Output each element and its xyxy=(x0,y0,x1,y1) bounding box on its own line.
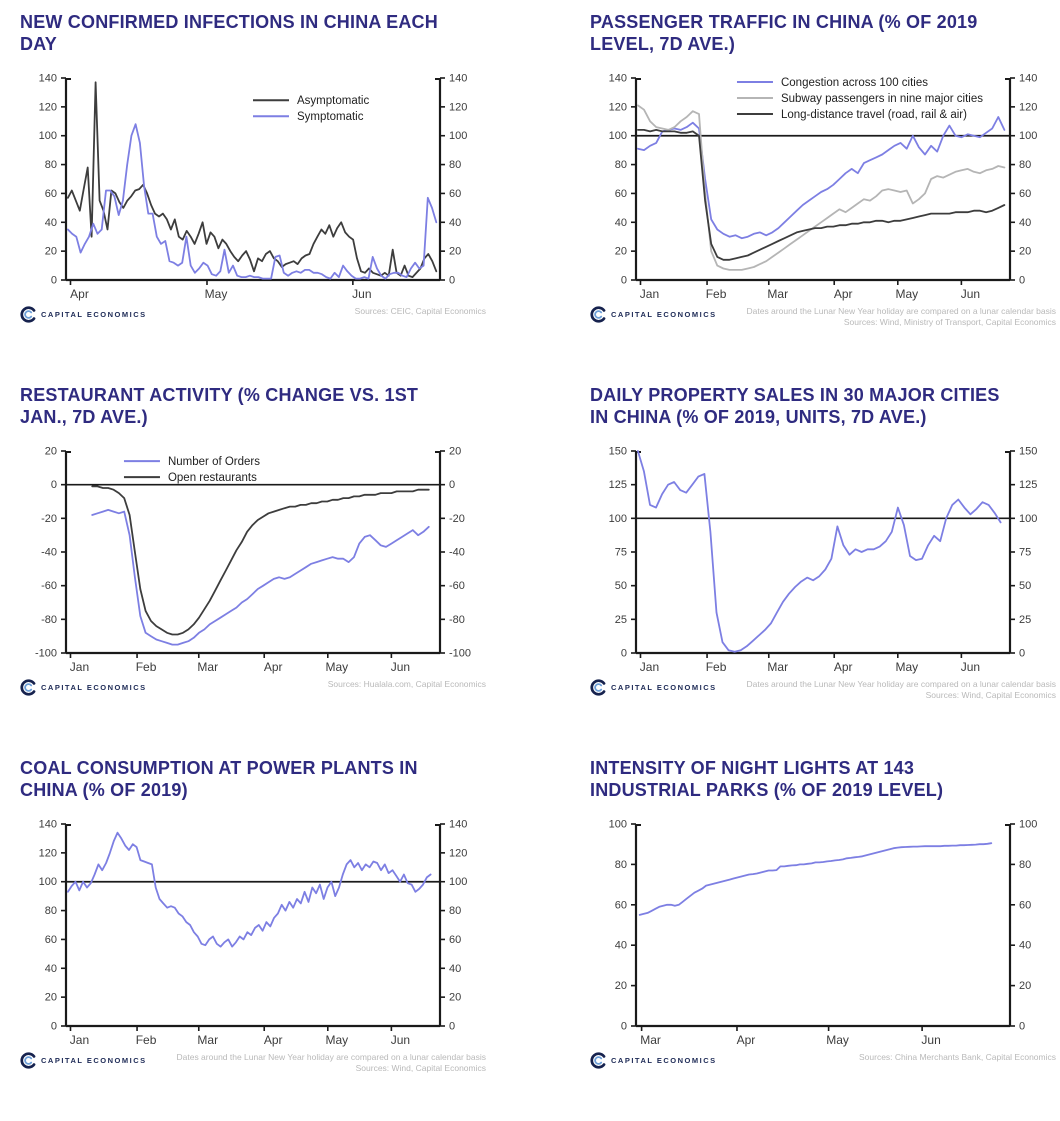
y-tick-label-right: 0 xyxy=(1019,274,1026,287)
y-tick-label-left: 140 xyxy=(38,72,57,85)
y-tick-label-right: 100 xyxy=(1019,818,1038,831)
y-tick-label-left: 140 xyxy=(38,818,57,831)
y-tick-label-right: 150 xyxy=(1019,445,1038,458)
y-tick-label-left: 100 xyxy=(38,876,57,889)
chart-svg-daily-property-sales xyxy=(590,443,1056,681)
y-tick-label-right: 80 xyxy=(1019,858,1032,871)
chart-plot xyxy=(590,816,1056,1054)
y-tick-label-left: 125 xyxy=(608,479,627,492)
chart-sources: Sources: CEIC, Capital Economics xyxy=(354,305,486,316)
logo-text: CAPITAL ECONOMICS xyxy=(41,1055,147,1065)
y-tick-label-left: 40 xyxy=(44,216,57,229)
legend xyxy=(253,95,369,123)
y-tick-label-left: 0 xyxy=(50,479,57,492)
chart-title: DAILY PROPERTY SALES IN 30 MAJOR CITIES IN CHINA (% OF 2019, UNITS, 7D AVE.) xyxy=(590,385,1000,427)
series-long-distance-travel-road-rail-air- xyxy=(638,130,1005,260)
y-tick-label-left: 120 xyxy=(608,101,627,114)
y-tick-label-left: 20 xyxy=(614,980,627,993)
y-tick-label-left: 20 xyxy=(44,991,57,1004)
chart-plot xyxy=(590,70,1056,308)
y-tick-label-left: 60 xyxy=(44,933,57,946)
y-tick-label-left: 120 xyxy=(38,101,57,114)
x-tick-label: Mar xyxy=(197,1032,219,1047)
x-tick-label: May xyxy=(204,286,228,301)
logo-text: CAPITAL ECONOMICS xyxy=(611,1055,717,1065)
y-tick-label-left: 40 xyxy=(614,216,627,229)
y-tick-label-right: 20 xyxy=(1019,245,1032,258)
chart-plot xyxy=(20,816,486,1054)
legend-label: Asymptomatic xyxy=(297,94,370,107)
y-tick-label-left: 60 xyxy=(44,187,57,200)
series-night-lights-intensity xyxy=(640,843,992,915)
x-tick-label: Feb xyxy=(705,659,727,674)
series-symptomatic xyxy=(68,124,436,278)
x-tick-label: Jun xyxy=(960,659,981,674)
x-tick-label: Jan xyxy=(639,659,660,674)
legend-label: Open restaurants xyxy=(167,471,257,484)
y-tick-label-right: 0 xyxy=(449,479,456,492)
capital-economics-logo xyxy=(590,1052,717,1069)
y-tick-label-right: 120 xyxy=(449,101,468,114)
chart-svg-night-lights xyxy=(590,816,1056,1054)
y-tick-label-right: 0 xyxy=(1019,1020,1026,1033)
x-tick-label: Mar xyxy=(767,659,789,674)
y-tick-label-right: 60 xyxy=(1019,899,1032,912)
x-tick-label: Apr xyxy=(736,1032,756,1047)
chart-sources: Sources: Wind, Ministry of Transport, Capital Economics xyxy=(843,317,1056,328)
y-tick-label-left: 80 xyxy=(614,158,627,171)
y-tick-label-right: 80 xyxy=(449,904,462,917)
y-tick-label-right: 50 xyxy=(1019,580,1032,593)
x-tick-label: Mar xyxy=(640,1032,661,1047)
x-tick-label: Apr xyxy=(70,286,89,301)
x-tick-label: Apr xyxy=(833,286,853,301)
chart-svg-restaurant-activity xyxy=(20,443,486,681)
x-tick-label: Jan xyxy=(69,659,90,674)
legend-label: Subway passengers in nine major cities xyxy=(780,92,983,105)
y-tick-label-left: 100 xyxy=(608,512,627,525)
y-tick-label-left: 60 xyxy=(614,899,627,912)
y-tick-label-left: 150 xyxy=(608,445,627,458)
x-tick-label: May xyxy=(895,286,919,301)
chart-card-night-lights xyxy=(530,746,1060,1119)
x-tick-label: Feb xyxy=(135,1032,157,1047)
chart-footer xyxy=(20,679,486,696)
logo-c-icon xyxy=(590,1052,607,1069)
chart-sources: Sources: Wind, Capital Economics xyxy=(355,1063,486,1074)
x-tick-label: May xyxy=(826,1032,849,1047)
capital-economics-logo xyxy=(20,679,147,696)
y-tick-label-right: 60 xyxy=(449,187,462,200)
y-tick-label-right: 100 xyxy=(449,876,468,889)
capital-economics-logo xyxy=(590,679,717,696)
logo-c-icon xyxy=(20,679,37,696)
legend-label: Congestion across 100 cities xyxy=(780,76,929,89)
y-tick-label-right: 60 xyxy=(1019,187,1032,200)
logo-c-icon xyxy=(590,306,607,323)
y-tick-label-left: -80 xyxy=(41,613,57,626)
chart-title: PASSENGER TRAFFIC IN CHINA (% OF 2019 LEVEL, 7D AVE.) xyxy=(590,12,978,54)
chart-card-property-sales xyxy=(530,373,1060,746)
chart-note: Dates around the Lunar New Year holiday are compared on a lunar calendar basis xyxy=(746,678,1056,689)
y-tick-label-left: -20 xyxy=(41,512,57,525)
chart-card-infections xyxy=(0,0,530,373)
capital-economics-logo xyxy=(20,1052,147,1069)
y-tick-label-left: 140 xyxy=(608,72,627,85)
x-tick-label: Apr xyxy=(833,659,853,674)
y-tick-label-right: 0 xyxy=(449,1020,456,1033)
y-tick-label-left: 40 xyxy=(614,939,627,952)
y-tick-label-left: 120 xyxy=(38,847,57,860)
capital-economics-logo xyxy=(20,306,147,323)
chart-title: NEW CONFIRMED INFECTIONS IN CHINA EACH DAY xyxy=(20,12,438,54)
y-tick-label-right: -60 xyxy=(449,580,465,593)
y-tick-label-right: -40 xyxy=(449,546,465,559)
x-tick-label: Mar xyxy=(767,286,789,301)
x-tick-label: Apr xyxy=(263,659,283,674)
chart-svg-passenger-traffic xyxy=(590,70,1056,308)
y-tick-label-right: 80 xyxy=(1019,158,1032,171)
y-tick-label-right: 20 xyxy=(449,245,462,258)
x-tick-label: May xyxy=(895,659,919,674)
chart-footer xyxy=(20,1052,486,1075)
x-tick-label: Jun xyxy=(921,1032,941,1047)
logo-text: CAPITAL ECONOMICS xyxy=(611,682,717,692)
y-tick-label-right: 0 xyxy=(1019,647,1026,660)
chart-card-restaurant-activity xyxy=(0,373,530,746)
x-tick-label: Jun xyxy=(390,1032,411,1047)
y-tick-label-right: 140 xyxy=(1019,72,1038,85)
y-tick-label-left: 100 xyxy=(608,818,627,831)
chart-plot xyxy=(20,70,486,308)
chart-title: RESTAURANT ACTIVITY (% CHANGE VS. 1ST JAN., 7D AVE.) xyxy=(20,385,419,427)
y-tick-label-left: 60 xyxy=(614,187,627,200)
series-asymptomatic xyxy=(68,82,436,277)
chart-svg-new-confirmed-infections xyxy=(20,70,486,308)
y-tick-label-right: 100 xyxy=(1019,512,1038,525)
chart-note: Dates around the Lunar New Year holiday are compared on a lunar calendar basis xyxy=(746,305,1056,316)
chart-card-passenger-traffic xyxy=(530,0,1060,373)
logo-text: CAPITAL ECONOMICS xyxy=(611,309,717,319)
y-tick-label-right: 60 xyxy=(449,933,462,946)
y-tick-label-right: 75 xyxy=(1019,546,1032,559)
y-tick-label-right: 100 xyxy=(449,130,468,143)
y-tick-label-left: 0 xyxy=(50,1020,57,1033)
legend xyxy=(737,77,983,121)
x-tick-label: Jan xyxy=(69,1032,90,1047)
y-tick-label-left: 20 xyxy=(44,245,57,258)
y-tick-label-left: 40 xyxy=(44,962,57,975)
y-tick-label-left: 80 xyxy=(614,858,627,871)
y-tick-label-right: 125 xyxy=(1019,479,1038,492)
x-tick-label: May xyxy=(325,659,349,674)
x-tick-label: Jun xyxy=(352,286,372,301)
legend xyxy=(124,456,260,484)
y-tick-label-left: 0 xyxy=(620,274,627,287)
series-number-of-orders xyxy=(92,510,429,645)
x-tick-label: Mar xyxy=(197,659,219,674)
x-tick-label: Jun xyxy=(960,286,981,301)
x-tick-label: Feb xyxy=(135,659,157,674)
y-tick-label-right: 40 xyxy=(449,216,462,229)
y-tick-label-right: -20 xyxy=(449,512,465,525)
y-tick-label-left: -100 xyxy=(34,647,57,660)
chart-footer xyxy=(590,306,1056,329)
y-tick-label-left: 0 xyxy=(50,274,57,287)
y-tick-label-right: -100 xyxy=(449,647,472,660)
y-tick-label-left: 25 xyxy=(614,613,627,626)
y-tick-label-left: -60 xyxy=(41,580,57,593)
y-tick-label-left: 0 xyxy=(620,1020,627,1033)
chart-sources: Sources: Wind, Capital Economics xyxy=(925,690,1056,701)
y-tick-label-right: 140 xyxy=(449,72,468,85)
y-tick-label-left: 20 xyxy=(44,445,57,458)
y-tick-label-left: 20 xyxy=(614,245,627,258)
y-tick-label-left: 80 xyxy=(44,904,57,917)
y-tick-label-right: 0 xyxy=(449,274,456,287)
logo-c-icon xyxy=(20,306,37,323)
y-tick-label-left: 80 xyxy=(44,158,57,171)
chart-footer xyxy=(590,679,1056,702)
y-tick-label-right: 80 xyxy=(449,158,462,171)
series-coal-consumption xyxy=(68,833,431,947)
series-daily-property-sales xyxy=(638,451,1001,652)
chart-footer xyxy=(20,306,486,323)
y-tick-label-right: 25 xyxy=(1019,613,1032,626)
logo-text: CAPITAL ECONOMICS xyxy=(41,309,147,319)
chart-title: INTENSITY OF NIGHT LIGHTS AT 143 INDUSTRIAL PARKS (% OF 2019 LEVEL) xyxy=(590,758,944,800)
chart-sources: Sources: China Merchants Bank, Capital Economics xyxy=(858,1051,1056,1062)
chart-svg-coal-consumption xyxy=(20,816,486,1054)
chart-title: COAL CONSUMPTION AT POWER PLANTS IN CHINA (% OF 2019) xyxy=(20,758,418,800)
y-tick-label-right: 120 xyxy=(1019,101,1038,114)
chart-card-coal-consumption xyxy=(0,746,530,1119)
y-tick-label-right: -80 xyxy=(449,613,465,626)
y-tick-label-right: 40 xyxy=(1019,216,1032,229)
y-tick-label-right: 40 xyxy=(449,962,462,975)
x-tick-label: Apr xyxy=(263,1032,283,1047)
chart-plot xyxy=(590,443,1056,681)
x-tick-label: May xyxy=(325,1032,349,1047)
y-tick-label-left: 100 xyxy=(608,130,627,143)
x-tick-label: Jan xyxy=(639,286,660,301)
capital-economics-logo xyxy=(590,306,717,323)
legend-label: Number of Orders xyxy=(167,455,261,468)
y-tick-label-right: 20 xyxy=(1019,980,1032,993)
y-tick-label-left: -40 xyxy=(41,546,57,559)
chart-plot xyxy=(20,443,486,681)
y-tick-label-left: 50 xyxy=(614,580,627,593)
y-tick-label-left: 0 xyxy=(620,647,627,660)
y-tick-label-right: 20 xyxy=(449,445,462,458)
y-tick-label-right: 120 xyxy=(449,847,468,860)
y-tick-label-right: 140 xyxy=(449,818,468,831)
chart-sources: Sources: Hualala.com, Capital Economics xyxy=(327,678,486,689)
y-tick-label-right: 100 xyxy=(1019,130,1038,143)
series-open-restaurants xyxy=(92,486,429,634)
x-tick-label: Feb xyxy=(705,286,727,301)
series-subway-passengers-in-nine-major-cities xyxy=(638,105,1005,270)
logo-text: CAPITAL ECONOMICS xyxy=(41,682,147,692)
y-tick-label-right: 40 xyxy=(1019,939,1032,952)
logo-c-icon xyxy=(20,1052,37,1069)
logo-c-icon xyxy=(590,679,607,696)
y-tick-label-left: 75 xyxy=(614,546,627,559)
legend-label: Long-distance travel (road, rail & air) xyxy=(780,108,967,121)
chart-note: Dates around the Lunar New Year holiday are compared on a lunar calendar basis xyxy=(176,1051,486,1062)
chart-footer xyxy=(590,1052,1056,1069)
legend-label: Symptomatic xyxy=(297,110,364,123)
y-tick-label-left: 100 xyxy=(38,130,57,143)
x-tick-label: Jun xyxy=(390,659,411,674)
y-tick-label-right: 20 xyxy=(449,991,462,1004)
